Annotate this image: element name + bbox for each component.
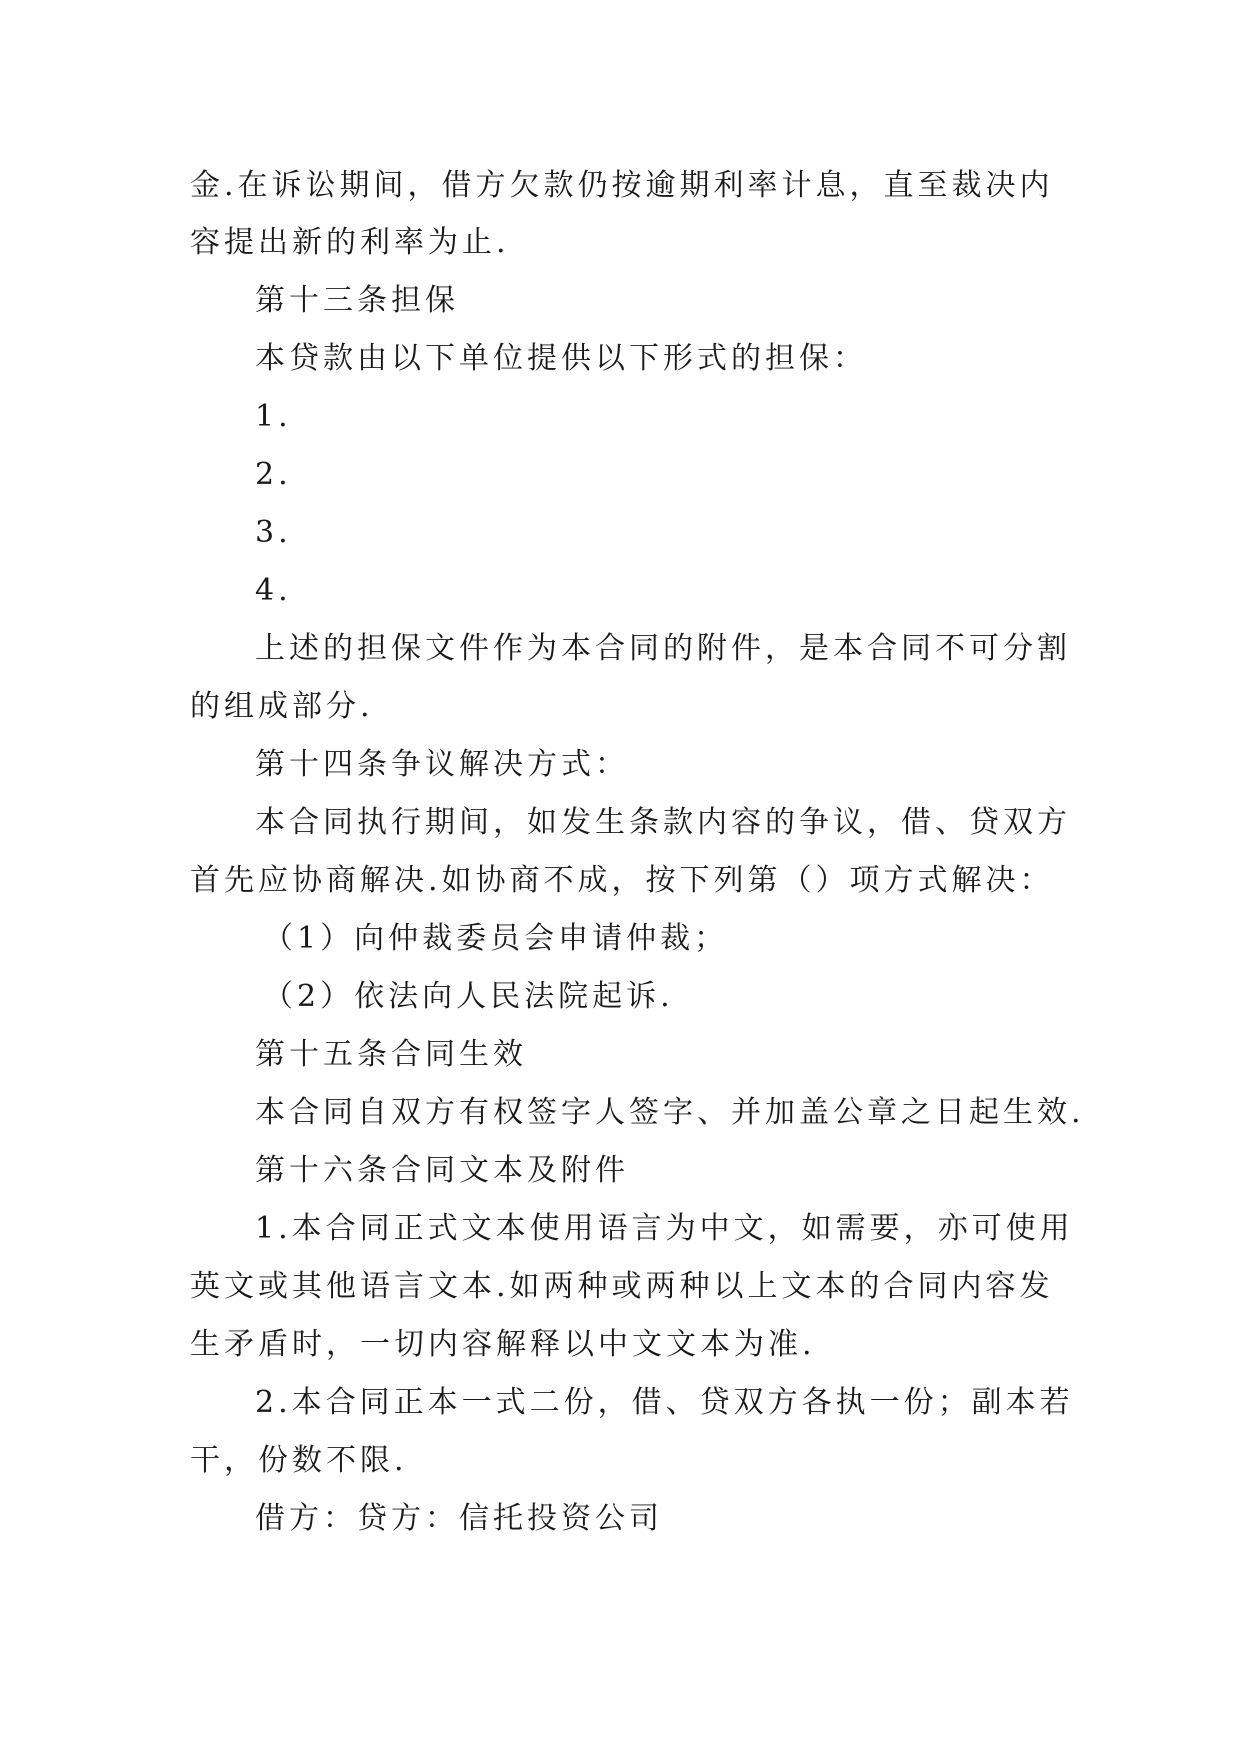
list-item: 3. — [255, 515, 292, 550]
section-heading: 第十五条合同生效 — [255, 1037, 527, 1072]
paragraph-line: 1.本合同正式文本使用语言为中文，如需要，亦可使用 — [255, 1211, 1074, 1246]
paragraph-line: 英文或其他语言文本.如两种或两种以上文本的合同内容发 — [190, 1269, 1054, 1304]
list-item: 4. — [255, 573, 292, 608]
paragraph-line: 本贷款由以下单位提供以下形式的担保： — [255, 341, 867, 376]
section-heading: 第十三条担保 — [255, 283, 459, 318]
section-heading: 第十四条争议解决方式： — [255, 747, 629, 782]
paragraph-line: 的组成部分. — [190, 689, 374, 724]
list-item: （2）依法向人民法院起诉. — [263, 979, 674, 1014]
paragraph-line: 本合同自双方有权签字人签字、并加盖公章之日起生效. — [255, 1095, 1085, 1130]
paragraph-line: 容提出新的利率为止. — [190, 225, 510, 260]
paragraph-line: 生矛盾时，一切内容解释以中文文本为准. — [190, 1327, 816, 1362]
list-item: （1）向仲裁委员会申请仲裁； — [263, 921, 729, 956]
list-item: 2. — [255, 457, 292, 492]
paragraph-line: 金.在诉讼期间，借方欠款仍按逾期利率计息，直至裁决内 — [190, 168, 1054, 203]
paragraph-line: 上述的担保文件作为本合同的附件，是本合同不可分割 — [255, 631, 1071, 666]
paragraph-line: 首先应协商解决.如协商不成，按下列第（）项方式解决： — [190, 863, 1054, 898]
paragraph-line: 干，份数不限. — [190, 1443, 408, 1478]
paragraph-line: 2.本合同正本一式二份，借、贷双方各执一份；副本若 — [255, 1385, 1074, 1420]
section-heading: 第十六条合同文本及附件 — [255, 1153, 629, 1188]
list-item: 1. — [255, 399, 292, 434]
paragraph-line: 本合同执行期间，如发生条款内容的争议，借、贷双方 — [255, 805, 1071, 840]
signature-line: 借方：贷方：信托投资公司 — [255, 1501, 663, 1536]
